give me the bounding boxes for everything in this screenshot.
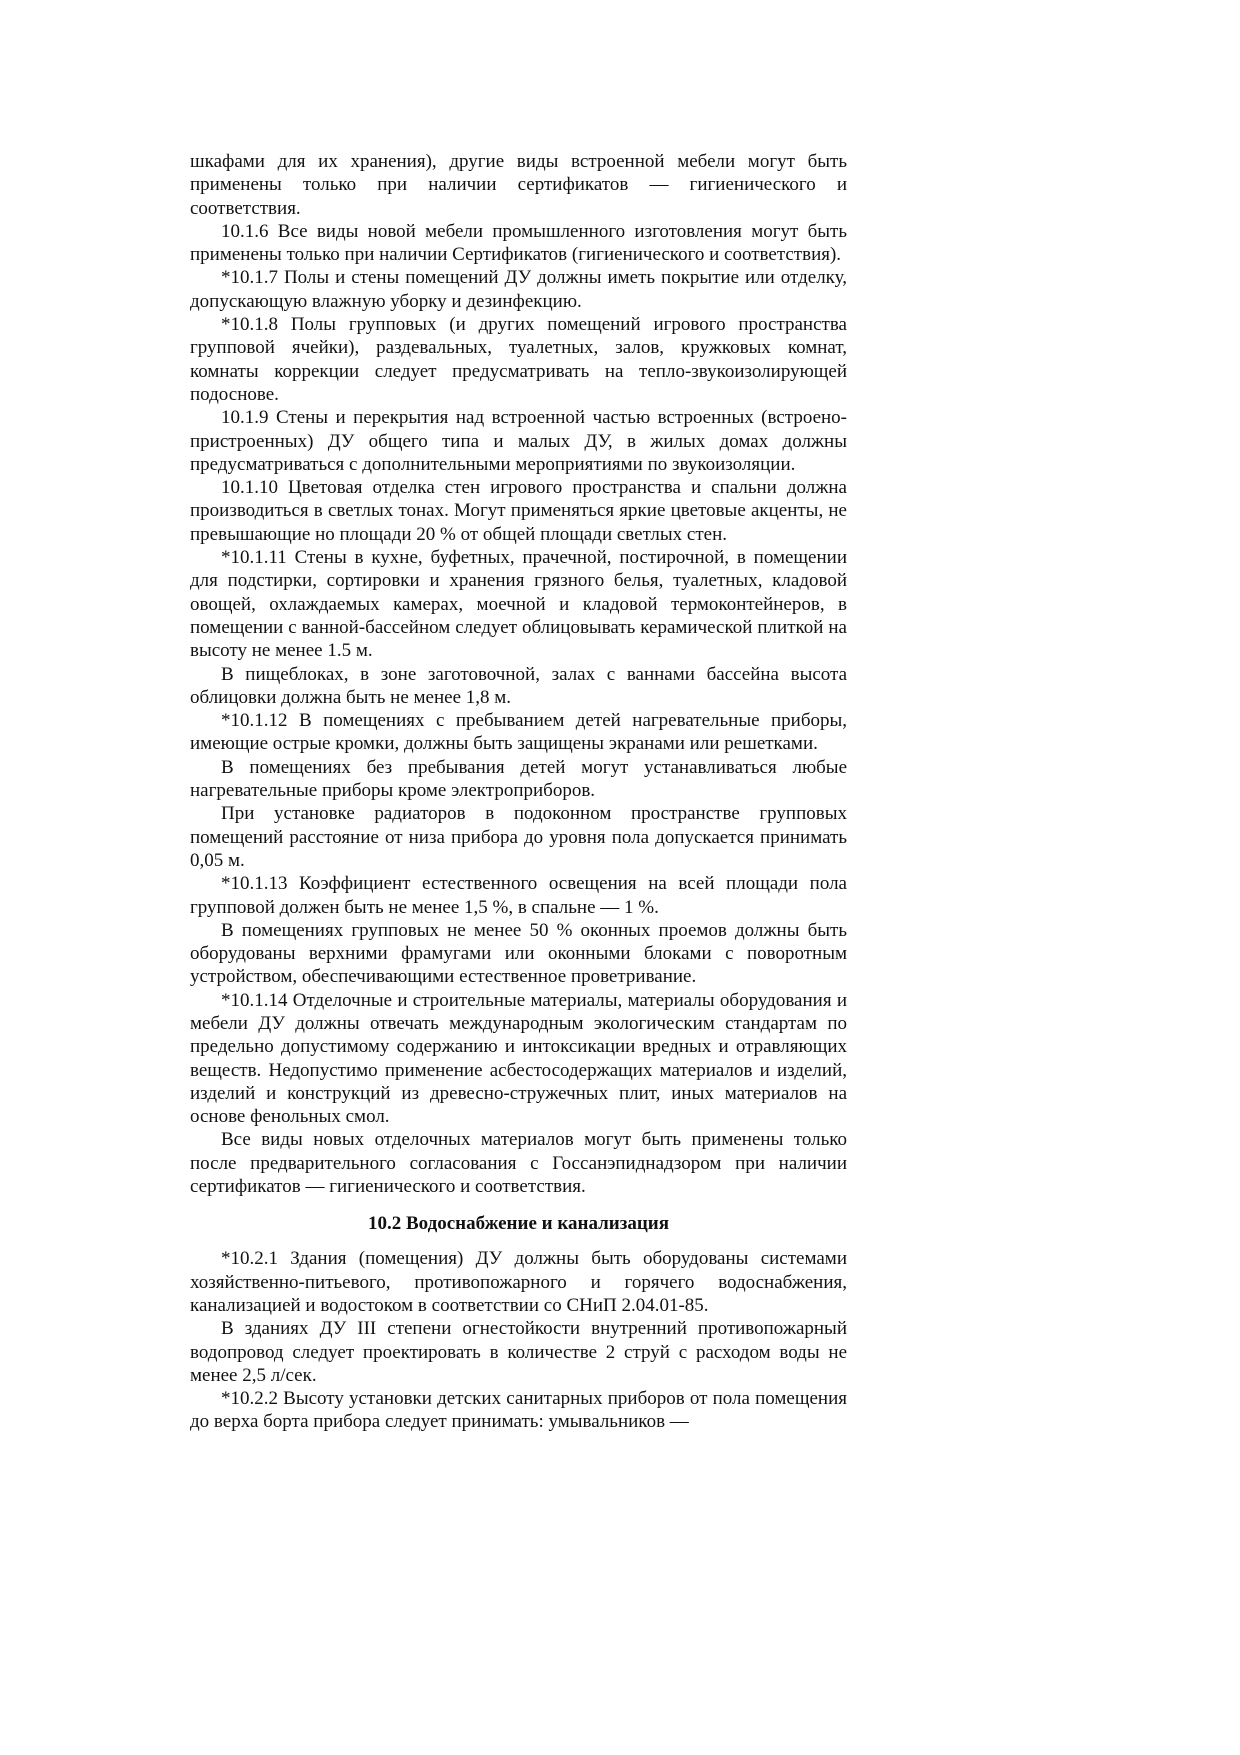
paragraph-heating-devices: В помещениях без пребывания детей могут устанавливаться любые нагревательные приборы кроме электроприборов. bbox=[190, 756, 847, 802]
paragraph-fire-water-supply: В зданиях ДУ III степени огнестойкости внутренний противопожарный водопровод следует проектировать в количестве 2 струй с расходом воды не менее 2,5 л/сек. bbox=[190, 1318, 847, 1386]
paragraph-10-1-11: *10.1.11 Стены в кухне, буфетных, прачечной, постирочной, в помещении для подстирки, сортировки и хранения грязного белья, туалетных, кладовой овощей, охлаждаемых камерах, моечной и кладовой термоконтейнеров, в помещении с ванной-бассейном следует облицовывать керамической плиткой на высоту не менее 1.5 м. bbox=[190, 547, 847, 662]
paragraph-10-1-14: *10.1.14 Отделочные и строительные материалы, материалы оборудования и мебели ДУ должны отвечать международным экологическим стандартам по предельно допустимому содержанию и интоксикации вредных и отравляющих веществ. Недопустимо применение асбестосодержащих материалов и изделий, изделий и конструкций из древесно-стружечных плит, иных материалов на основе фенольных смол. bbox=[190, 989, 847, 1128]
paragraph-continuation: шкафами для их хранения), другие виды встроенной мебели могут быть применены только при наличии сертификатов — гигиенического и соответствия. bbox=[190, 151, 847, 219]
paragraph-radiators: При установке радиаторов в подоконном пространстве групповых помещений расстояние от низа прибора до уровня пола допускается принимать 0,05 м. bbox=[190, 803, 847, 871]
paragraph-10-2-1: *10.2.1 Здания (помещения) ДУ должны быть оборудованы системами хозяйственно-питьевого, противопожарного и горячего водоснабжения, канализацией и водостоком в соответствии со СНиП 2.04.01-85. bbox=[190, 1248, 847, 1316]
paragraph-10-1-8: *10.1.8 Полы групповых (и других помещений игрового пространства групповой ячейки), раздевальных, туалетных, залов, кружковых комнат, комнаты коррекции следует предусматривать на тепло-звукоизолирующей подоснове. bbox=[190, 314, 847, 405]
paragraph-10-1-6: 10.1.6 Все виды новой мебели промышленного изготовления могут быть применены только при наличии Сертификатов (гигиенического и соответствия). bbox=[190, 220, 847, 266]
paragraph-10-1-7: *10.1.7 Полы и стены помещений ДУ должны иметь покрытие или отделку, допускающую влажную уборку и дезинфекцию. bbox=[190, 267, 847, 312]
paragraph-finishing-materials: Все виды новых отделочных материалов могут быть применены только после предварительного согласования с Госсанэпиднадзором при наличии сертификатов — гигиенического и соответствия. bbox=[190, 1129, 847, 1198]
paragraph-10-1-12: *10.1.12 В помещениях с пребыванием детей нагревательные приборы, имеющие острые кромки, должны быть защищены экранами или решетками. bbox=[190, 710, 847, 755]
document-page bbox=[190, 150, 847, 1434]
paragraph-10-2-2: *10.2.2 Высоту установки детских санитарных приборов от пола помещения до верха борта прибора следует принимать: умывальников — bbox=[190, 1388, 847, 1433]
paragraph-10-1-9: 10.1.9 Стены и перекрытия над встроенной частью встроенных (встроено-пристроенных) ДУ общего типа и малых ДУ, в жилых домах должны предусматриваться с дополнительными мероприятиями по звукоизоляции. bbox=[190, 407, 847, 475]
paragraph-window-transoms: В помещениях групповых не менее 50 % оконных проемов должны быть оборудованы верхними фрамугами или оконными блоками с поворотным устройством, обеспечивающими естественное проветривание. bbox=[190, 919, 847, 988]
section-heading: 10.2 Водоснабжение и канализация bbox=[367, 1213, 670, 1235]
paragraph-10-1-13: *10.1.13 Коэффициент естественного освещения на всей площади пола групповой должен быть не менее 1,5 %, в спальне — 1 %. bbox=[190, 873, 847, 918]
paragraph-10-1-10: 10.1.10 Цветовая отделка стен игрового пространства и спальни должна производиться в светлых тонах. Могут применяться яркие цветовые акценты, не превышающие но площади 20 % от общей площади светлых стен. bbox=[190, 477, 847, 545]
paragraph-food-block-tiling: В пищеблоках, в зоне заготовочной, залах с ваннами бассейна высота облицовки должна быть не менее 1,8 м. bbox=[190, 663, 847, 708]
